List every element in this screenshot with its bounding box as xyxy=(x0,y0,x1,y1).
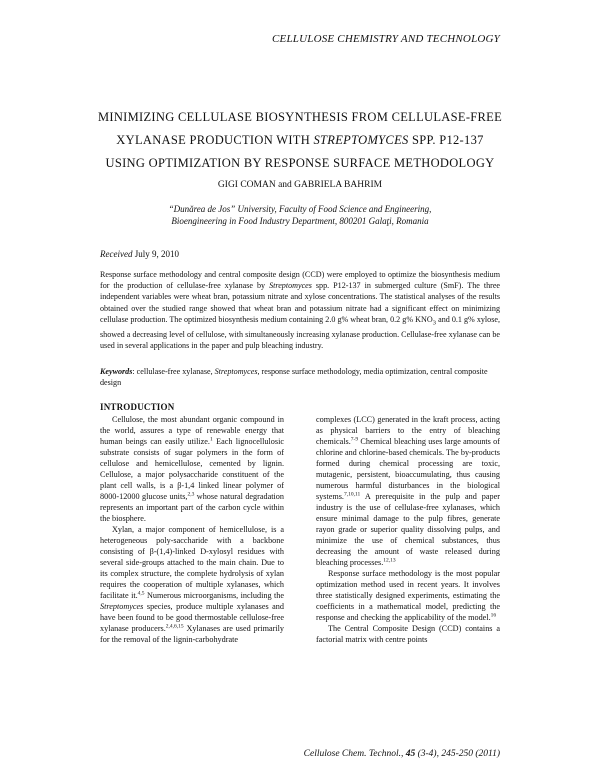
citation-footer: Cellulose Chem. Technol., 45 (3-4), 245-250 (2011) xyxy=(303,749,500,759)
keywords: Keywords: cellulase-free xylanase, Streptomyces, response surface methodology, media optimization, central composite design xyxy=(100,367,488,388)
title-line-3: USING OPTIMIZATION BY RESPONSE SURFACE METHODOLOGY xyxy=(105,156,495,170)
section-heading-introduction: INTRODUCTION xyxy=(100,402,175,412)
title-line-2: XYLANASE PRODUCTION WITH STREPTOMYCES SPP. P12-137 xyxy=(116,133,484,147)
abstract-organism: Streptomyces xyxy=(269,281,312,291)
paper-title xyxy=(90,106,510,175)
received-label: Received xyxy=(100,249,133,259)
left-column xyxy=(100,402,284,645)
affiliation-line-1: “Dunărea de Jos” University, Faculty of Food Science and Engineering, xyxy=(168,204,432,214)
affiliation xyxy=(150,203,450,227)
right-column xyxy=(316,414,500,645)
title-organism: STREPTOMYCES xyxy=(313,133,409,147)
affiliation-line-2: Bioengineering in Food Industry Department, 800201 Galaţi, Romania xyxy=(171,216,429,226)
journal-header: CELLULOSE CHEMISTRY AND TECHNOLOGY xyxy=(272,33,500,45)
paragraph: Response surface methodology is the most popular optimization method used in recent years. It involves three statistically designed experiments, estimating the coefficients in a mathematical model, predicting the response and checking the applicability of the model.$^{16}$ xyxy=(316,569,500,622)
paragraph: The Central Composite Design (CCD) contains a factorial matrix with centre points xyxy=(316,624,500,644)
received-date: Received July 9, 2010 xyxy=(100,249,179,259)
keywords-label: Keywords xyxy=(100,367,133,376)
authors: GIGI COMAN and GABRIELA BAHRIM xyxy=(217,180,383,190)
abstract: Response surface methodology and central composite design (CCD) were employed to optimize the biosynthesis medium for the production of cellulase-free xylanase by Streptomyces spp. P12-137 in submerged culture (SmF). The three independent variables were wheat bran, potassium nitrate and xylose concentrations. The statistical analyses of the results obtained over the studied range showed that wheat bran and potassium nitrate had a significant effect on minimizing cellulase production. The optimized biosynthesis medium containing 2.0 g% wheat bran, 0.2 g% $KNO_3$ and 0.1 g% xylose, showed a decreasing level of cellulose, with simultaneously increasing xylanase production. Cellulase-free xylanase can be used in several applications in the paper and pulp bleaching industry. xyxy=(100,270,500,350)
title-line-1: MINIMIZING CELLULASE BIOSYNTHESIS FROM CELLULASE-FREE xyxy=(97,110,503,124)
paragraph: Cellulose, the most abundant organic compound in the world, assures a type of renewable energy that human beings can easily utilize.$^1$ Each lignocellulosic substrate consists of sugar polymers in the form of cellulose and hemicellulose, cemented by lignin. Cellulose, a major polysaccharide constituent of the plant cell walls, is a β-1,4 linked linear polymer of 8000-12000 glucose units,$^{2,3}$ whose natural degradation represents an important part of the carbon cycle within the biosphere. xyxy=(100,415,284,523)
paragraph: complexes (LCC) generated in the kraft process, acting as physical barriers to the entry of bleaching chemicals.$^{7-9}$ Chemical bleaching uses large amounts of chlorine and chlorine-based chemicals. The by-products formed during chemical processing are toxic, mutagenic, persistent, bioaccumulating, thus causing numerous harmful disturbances in the biological systems.$^{7,10,11}$ A prerequisite in the pulp and paper industry is the use of cellulase-free xylanases, which ensure minimal damage to the pulp fibres, generate rayon grade or superior quality dissolving pulps, and minimize the use of chemical substances, thus decreasing the amount of waste released during bleaching processes.$^{12,13}$ xyxy=(316,415,500,567)
paragraph: Xylan, a major component of hemicellulose, is a heterogeneous poly-saccharide with a backbone consisting of β-(1,4)-linked D-xylosyl residues with several side-groups attached to the main chain. Due to its complex structure, the complete hydrolysis of xylan requires the cooperation of multiple xylanases, which facilitate it.$^{4,5}$ Numerous microorganisms, including the Streptomyces species, produce multiple xylanases and have been found to be good thermostable cellulose-free xylanase producers.$^{2,4,6,15}$ Xylanases are used primarily for the removal of the lignin-carbohydrate xyxy=(100,525,284,644)
